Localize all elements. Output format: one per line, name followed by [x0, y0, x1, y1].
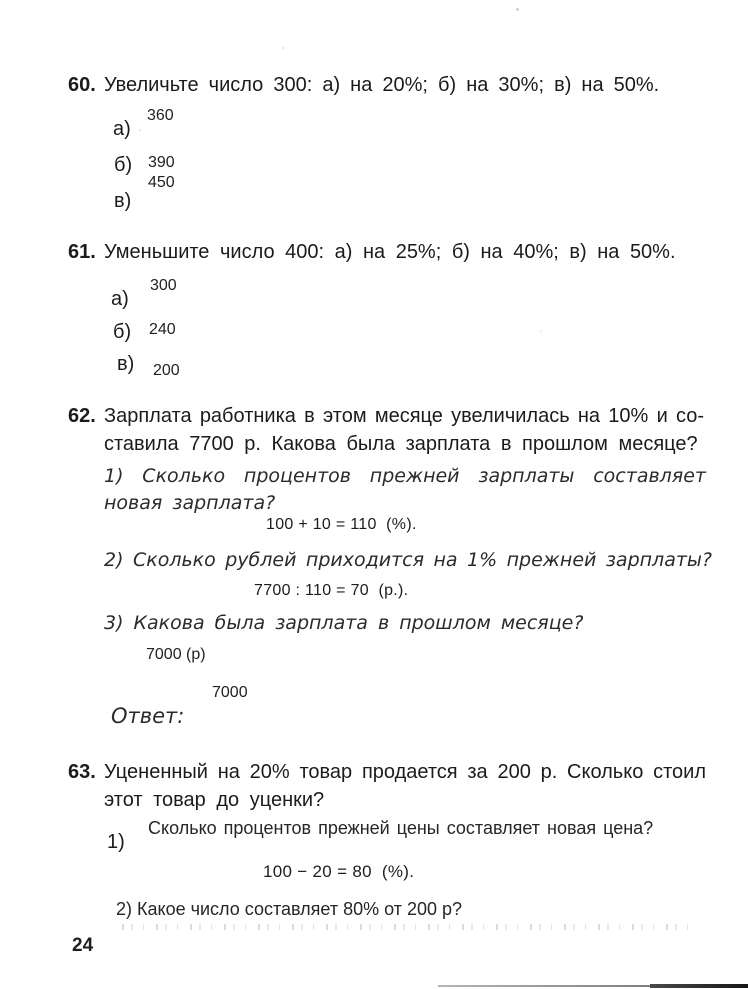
scan-speck — [139, 129, 141, 131]
problem-62-number: 62. — [68, 405, 96, 427]
problem-62-question3: 3) Какова была зарплата в прошлом месяце? — [104, 612, 584, 634]
problem-62-question1-line2: новая зарплата? — [104, 492, 276, 514]
problem-63-question1: Сколько процентов прежней цены составляет новая цена? — [148, 818, 654, 838]
problem-62-answer-label: Ответ: — [111, 704, 185, 728]
problem-60-part-c-label: в) — [114, 190, 132, 212]
problem-61-part-a-answer: 300 — [150, 277, 177, 294]
problem-63-question1-label: 1) — [107, 831, 125, 853]
problem-62-question2: 2) Сколько рублей приходится на 1% прежней зарплаты? — [104, 549, 712, 571]
problem-61-number: 61. — [68, 241, 96, 263]
problem-60-part-a-label: а) — [113, 118, 131, 140]
problem-62-statement-line2: ставила 7700 р. Какова была зарплата в прошлом месяце? — [104, 433, 698, 455]
scan-edge-line-right — [650, 984, 748, 988]
scan-speck — [282, 47, 284, 49]
problem-61-part-b-label: б) — [113, 321, 132, 343]
problem-63-statement-line1: Уцененный на 20% товар продается за 200 р. Сколько стоил — [104, 761, 706, 783]
problem-60-part-c-answer: 450 — [148, 174, 175, 191]
problem-63-solution1: 100 − 20 = 80 (%). — [263, 862, 415, 881]
problem-60-part-a-answer: 360 — [147, 107, 174, 124]
problem-61-statement: Уменьшите число 400: а) на 25%; б) на 40%; в) на 50%. — [104, 241, 676, 263]
problem-62-statement-line1: Зарплата работника в этом месяце увеличилась на 10% и со- — [104, 405, 704, 427]
problem-62-answer-note: 7000 (р) — [146, 646, 206, 663]
scan-speck — [516, 8, 519, 11]
page-number: 24 — [72, 935, 94, 956]
problem-63-statement-line2: этот товар до уценки? — [104, 789, 325, 811]
problem-60-number: 60. — [68, 74, 96, 96]
problem-63-question2: 2) Какое число составляет 80% от 200 р? — [116, 899, 463, 919]
problem-62-answer-value: 7000 — [212, 684, 248, 701]
scan-speck — [540, 330, 542, 332]
faded-text-artifact — [122, 924, 688, 930]
scan-edge-line-left — [438, 985, 654, 987]
problem-60-statement: Увеличьте число 300: а) на 20%; б) на 30%; в) на 50%. — [104, 74, 660, 96]
problem-62-solution1: 100 + 10 = 110 (%). — [266, 516, 417, 533]
problem-62-question1-line1: 1) Сколько процентов прежней зарплаты составляет — [104, 465, 706, 487]
problem-61-part-c-answer: 200 — [153, 362, 180, 379]
problem-62-solution2: 7700 : 110 = 70 (р.). — [254, 582, 409, 599]
problem-61-part-c-label: в) — [117, 353, 135, 375]
problem-60-part-b-answer: 390 — [148, 154, 175, 171]
problem-60-part-b-label: б) — [114, 154, 133, 176]
problem-61-part-b-answer: 240 — [149, 321, 176, 338]
problem-61-part-a-label: а) — [111, 288, 129, 310]
problem-63-number: 63. — [68, 761, 96, 783]
